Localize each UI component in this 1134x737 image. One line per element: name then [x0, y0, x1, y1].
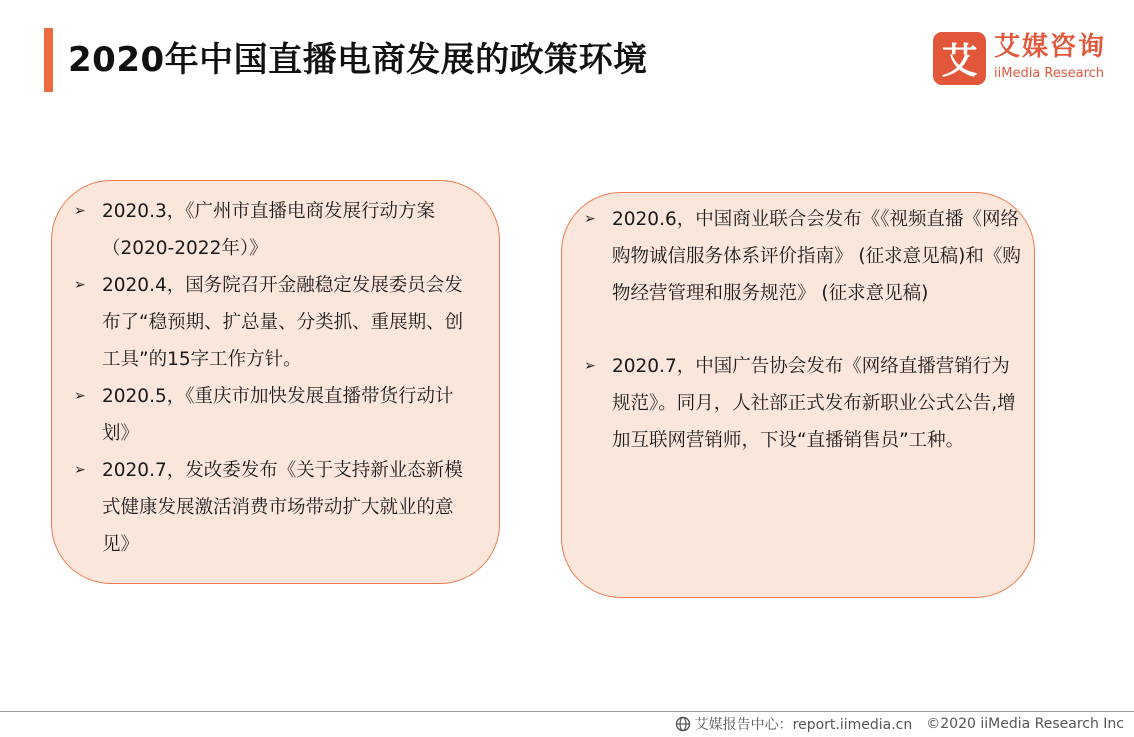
policy-item [580, 348, 1026, 459]
left-policy-list [70, 193, 479, 563]
policy-item-text: 2020.6，中国商业联合会发布《《视频直播《网络购物诚信服务体系评价指南》 (征求意见稿)和《购物经营管理和服务规范》 (征求意见稿) [612, 209, 1021, 304]
logo-name: 艾媒咨询 [994, 32, 1107, 62]
iimedia-logo [933, 31, 1123, 87]
policy-item-text: 2020.7，发改委发布《关于支持新业态新模式健康发展激活消费市场带动扩大就业的意见》 [102, 460, 463, 555]
footer [675, 713, 1124, 735]
title-accent-bar [44, 28, 53, 92]
logo-subtitle: iiMedia Research [994, 66, 1105, 81]
arrow-bullet-icon: ➢ [584, 358, 596, 374]
page-title: 2020年中国直播电商发展的政策环境 [68, 40, 648, 80]
policy-item-text: 2020.3，《广州市直播电商发展行动方案（2020-2022年）》 [102, 201, 435, 259]
arrow-bullet-icon: ➢ [74, 462, 86, 478]
policy-item [70, 267, 479, 378]
globe-icon [675, 716, 691, 732]
policy-item [70, 378, 479, 452]
arrow-bullet-icon: ➢ [74, 277, 86, 293]
arrow-bullet-icon: ➢ [584, 211, 596, 227]
arrow-bullet-icon: ➢ [74, 388, 86, 404]
policy-item-text: 2020.5，《重庆市加快发展直播带货行动计划》 [102, 386, 454, 444]
policy-item-text: 2020.4，国务院召开金融稳定发展委员会发布了“稳预期、扩总量、分类抓、重展期、创工具”的15字工作方针。 [102, 275, 464, 370]
footer-source: 艾媒报告中心：report.iimedia.cn [694, 717, 913, 733]
footer-divider [0, 711, 1134, 712]
policy-item [70, 452, 479, 563]
right-policy-panel [561, 192, 1035, 598]
left-policy-panel [51, 180, 500, 584]
right-policy-list [580, 201, 1026, 459]
policy-item [580, 201, 1026, 312]
footer-copyright: ©2020 iiMedia Research Inc [926, 716, 1124, 732]
policy-item [70, 193, 479, 267]
logo-mark: 艾 [933, 32, 986, 85]
policy-item-text: 2020.7，中国广告协会发布《网络直播营销行为规范》。同月，人社部正式发布新职业公式公告,增加互联网营销师，下设“直播销售员”工种。 [612, 356, 1016, 451]
arrow-bullet-icon: ➢ [74, 203, 86, 219]
